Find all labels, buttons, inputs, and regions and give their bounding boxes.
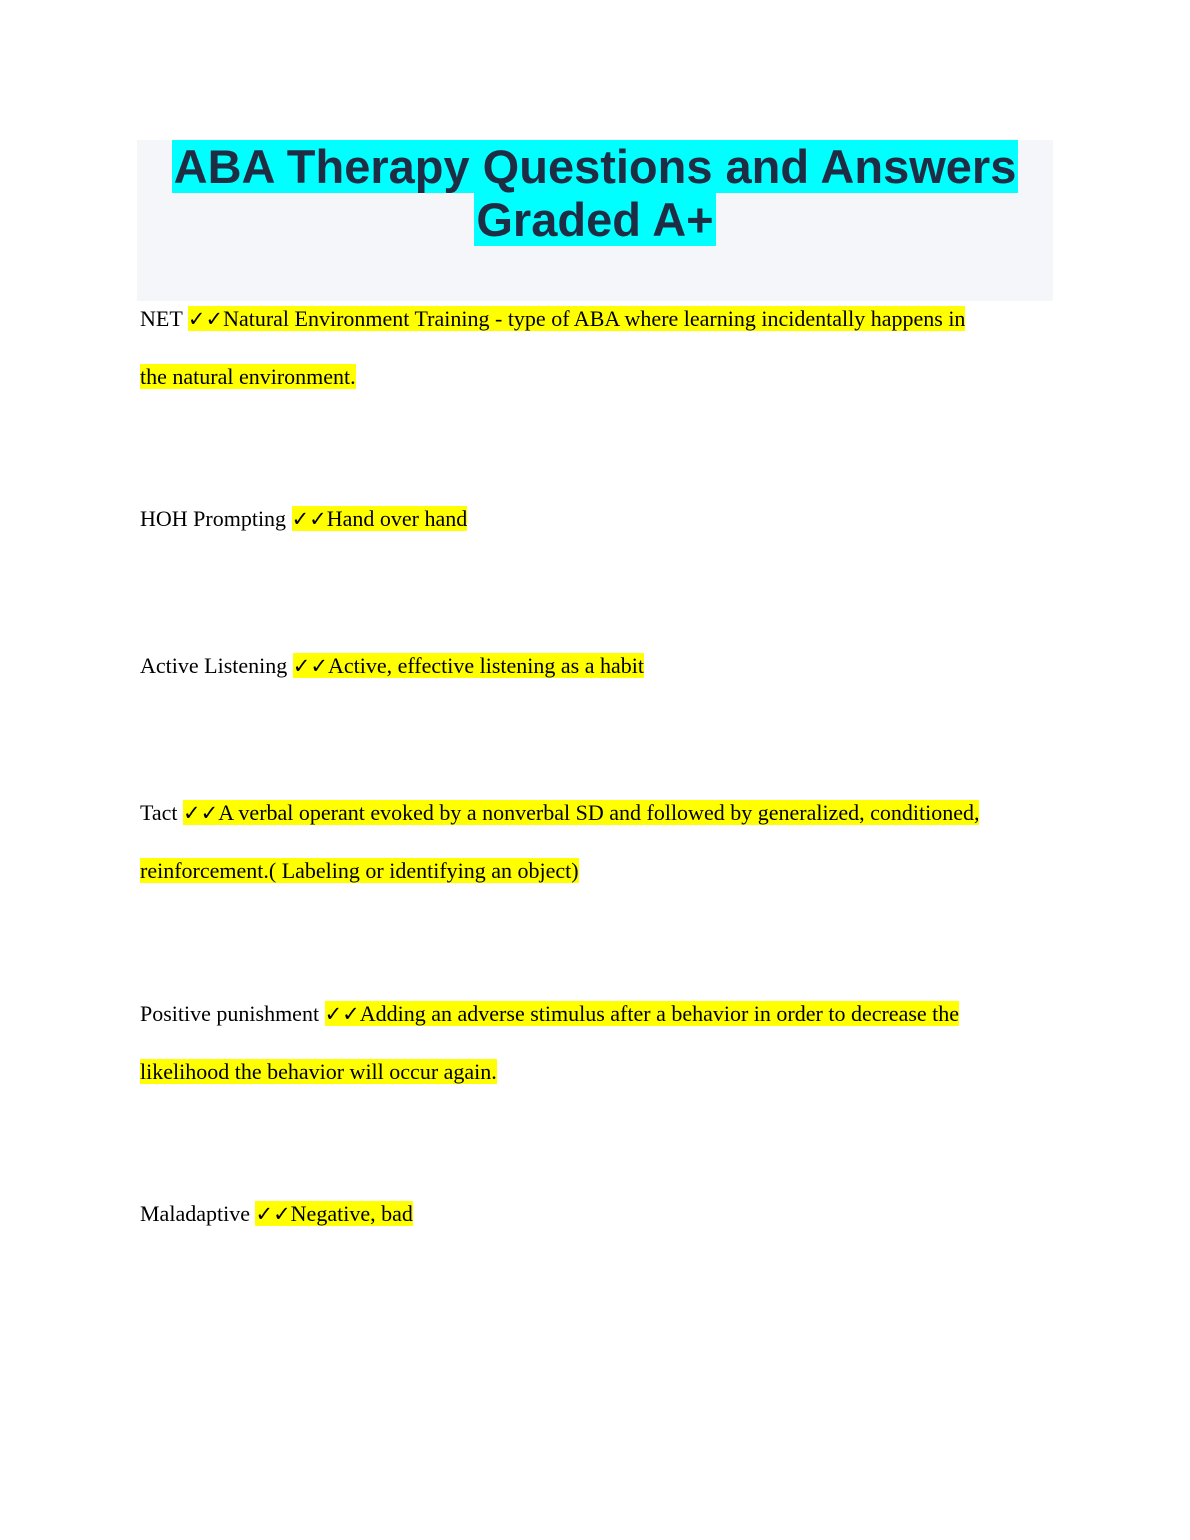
document-title bbox=[137, 140, 1053, 246]
term: Positive punishment bbox=[140, 1001, 320, 1026]
term: NET bbox=[140, 306, 183, 331]
check-mark-icon: ✓✓ bbox=[255, 1202, 291, 1226]
term: Maladaptive bbox=[140, 1201, 250, 1226]
check-mark-icon: ✓✓ bbox=[187, 307, 224, 331]
qa-item-hoh-prompting bbox=[140, 490, 1040, 548]
answer-continued: reinforcement.( Labeling or identifying an object) bbox=[140, 858, 579, 883]
answer: ✓✓A verbal operant evoked by a nonverbal SD and followed by generalized, conditioned, bbox=[183, 800, 980, 825]
answer-continued: likelihood the behavior will occur again. bbox=[140, 1059, 497, 1084]
term: Active Listening bbox=[140, 653, 288, 678]
qa-item-tact bbox=[140, 784, 1040, 900]
title-line-1: ABA Therapy Questions and Answers bbox=[173, 140, 1017, 193]
term: Tact bbox=[140, 800, 178, 825]
answer: ✓✓Adding an adverse stimulus after a behavior in order to decrease the bbox=[324, 1001, 960, 1026]
term: HOH Prompting bbox=[140, 506, 287, 531]
qa-item-positive-punishment bbox=[140, 985, 1040, 1101]
check-mark-icon: ✓✓ bbox=[183, 801, 219, 825]
answer: ✓✓Active, effective listening as a habit bbox=[292, 653, 644, 678]
answer-continued: the natural environment. bbox=[140, 364, 356, 389]
check-mark-icon: ✓✓ bbox=[324, 1002, 360, 1026]
answer: ✓✓Hand over hand bbox=[291, 506, 468, 531]
check-mark-icon: ✓✓ bbox=[291, 507, 327, 531]
qa-item-net bbox=[140, 290, 1040, 406]
check-mark-icon: ✓✓ bbox=[292, 654, 328, 678]
title-line-2: Graded A+ bbox=[476, 193, 714, 246]
answer: ✓✓Negative, bad bbox=[255, 1201, 413, 1226]
answer: ✓✓Natural Environment Training - type of ABA where learning incidentally happens in bbox=[187, 306, 966, 331]
qa-item-active-listening bbox=[140, 637, 1040, 695]
qa-item-maladaptive bbox=[140, 1185, 1040, 1243]
